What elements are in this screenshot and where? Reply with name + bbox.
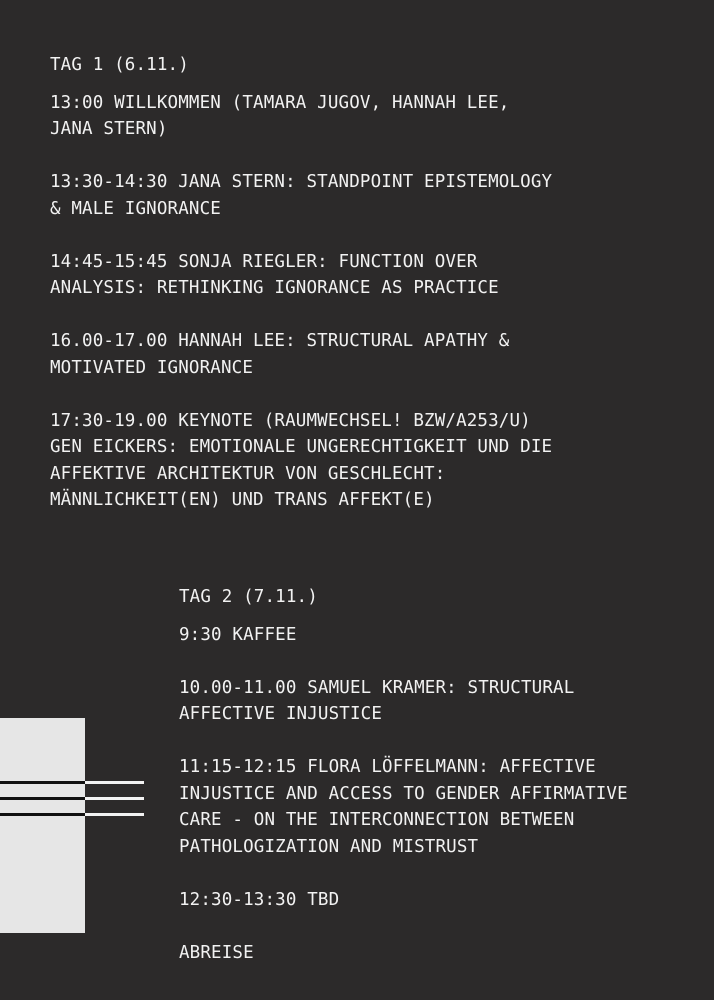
day-1-title: TAG 1 (6.11.) <box>50 55 189 75</box>
schedule-entry-line: & MALE IGNORANCE <box>50 198 221 219</box>
schedule-entry-line: 14:45-15:45 SONJA RIEGLER: FUNCTION OVER <box>50 251 478 272</box>
schedule-entry <box>179 754 699 860</box>
schedule-entry-line: GEN EICKERS: EMOTIONALE UNGERECHTIGKEIT UND DIE <box>50 437 553 457</box>
decorative-block <box>0 718 85 933</box>
schedule-entry-line: ANALYSIS: RETHINKING IGNORANCE AS PRACTICE <box>50 278 499 298</box>
decorative-line-dark-3 <box>0 813 85 816</box>
decorative-line-light-3 <box>85 813 144 816</box>
schedule-entry-line: MOTIVATED IGNORANCE <box>50 357 254 378</box>
schedule-entry <box>50 90 610 143</box>
schedule-entry-line: 10.00-11.00 SAMUEL KRAMER: STRUCTURAL <box>179 677 575 698</box>
schedule-entry <box>50 249 610 302</box>
day-1-entries <box>50 90 610 514</box>
schedule-entry-line: 12:30-13:30 TBD <box>179 889 340 910</box>
schedule-entry <box>179 622 699 649</box>
day-1-schedule <box>50 52 610 540</box>
schedule-entry-line: CARE - ON THE INTERCONNECTION BETWEEN <box>179 810 575 830</box>
decorative-line-light-1 <box>85 781 144 784</box>
decorative-line-dark-2 <box>0 797 85 800</box>
schedule-entry-line: 13:00 WILLKOMMEN (TAMARA JUGOV, HANNAH LEE, <box>50 92 510 113</box>
decorative-line-dark-1 <box>0 781 85 784</box>
schedule-entry-line: ABREISE <box>179 942 254 963</box>
day-2-title: TAG 2 (7.11.) <box>179 587 318 607</box>
schedule-entry-line: 11:15-12:15 FLORA LÖFFELMANN: AFFECTIVE <box>179 757 596 777</box>
schedule-entry-line: PATHOLOGIZATION AND MISTRUST <box>179 836 479 857</box>
schedule-entry-line: INJUSTICE AND ACCESS TO GENDER AFFIRMATIVE <box>179 783 628 804</box>
schedule-entry <box>179 675 699 728</box>
schedule-entry <box>50 169 610 222</box>
decorative-line-light-2 <box>85 797 144 800</box>
schedule-entry-line: 17:30-19.00 KEYNOTE (RAUMWECHSEL! BZW/A253/U) <box>50 410 531 431</box>
schedule-entry-line: 16.00-17.00 HANNAH LEE: STRUCTURAL APATHY & <box>50 331 510 351</box>
schedule-entry-line: AFFEKTIVE ARCHITEKTUR VON GESCHLECHT: <box>50 463 446 484</box>
schedule-entry-line: 9:30 KAFFEE <box>179 624 297 645</box>
schedule-entry <box>50 408 610 514</box>
day-2-schedule <box>179 584 699 993</box>
schedule-entry-line: 13:30-14:30 JANA STERN: STANDPOINT EPISTEMOLOGY <box>50 172 553 192</box>
schedule-entry <box>179 940 699 967</box>
schedule-entry-line: AFFECTIVE INJUSTICE <box>179 704 383 724</box>
schedule-entry <box>179 887 699 914</box>
day-2-entries <box>179 622 699 967</box>
schedule-entry <box>50 328 610 381</box>
schedule-entry-line: JANA STERN) <box>50 119 168 139</box>
schedule-entry-line: MÄNNLICHKEIT(EN) UND TRANS AFFEKT(E) <box>50 490 435 510</box>
